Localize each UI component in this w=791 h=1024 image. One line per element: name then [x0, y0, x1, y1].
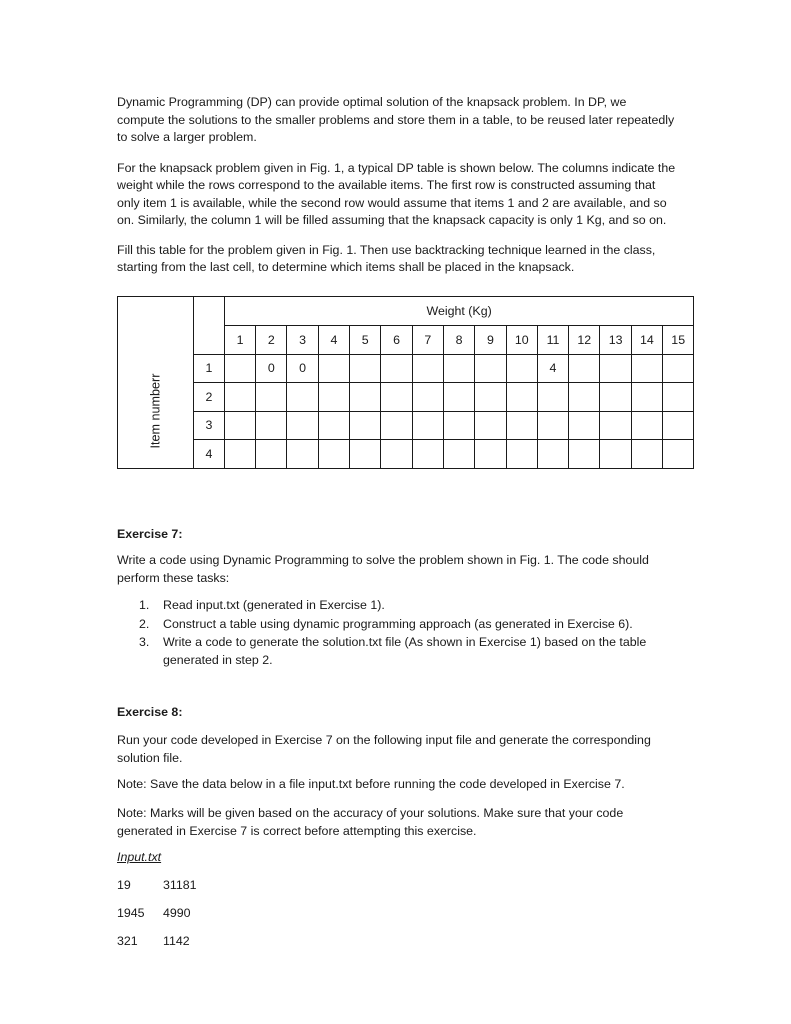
list-item [117, 616, 682, 634]
table-cell[interactable] [318, 354, 349, 383]
column-header: 6 [381, 326, 412, 355]
table-cell[interactable] [663, 354, 694, 383]
table-cell[interactable] [256, 411, 287, 440]
table-cell[interactable] [318, 440, 349, 469]
input-value-b: 4990 [163, 906, 191, 920]
table-cell[interactable] [600, 354, 631, 383]
table-cell[interactable] [600, 383, 631, 412]
table-cell[interactable] [350, 440, 381, 469]
table-corner [193, 297, 224, 326]
list-number: 2. [139, 616, 150, 631]
table-cell[interactable] [224, 411, 255, 440]
column-header: 14 [631, 326, 662, 355]
table-cell[interactable] [475, 383, 506, 412]
table-corner [193, 326, 224, 355]
intro-paragraph-1: Dynamic Programming (DP) can provide optimal solution of the knapsack problem. In DP, we compute the solutions to the smaller problems and store them in a table, to be reused later repeatedly to solve a larger problem. [117, 95, 675, 144]
item-number-label-cell [118, 354, 194, 468]
list-number: 3. [139, 635, 150, 649]
table-cell[interactable] [224, 440, 255, 469]
table-cell[interactable] [350, 383, 381, 412]
table-cell[interactable] [318, 411, 349, 440]
table-cell[interactable] [224, 383, 255, 412]
list-text: Write a code to generate the solution.txt file (As shown in Exercise 1) based on the table generated in step 2. [163, 635, 647, 667]
table-cell[interactable] [318, 383, 349, 412]
table-cell[interactable] [412, 383, 443, 412]
list-text: Construct a table using dynamic programming approach (as generated in Exercise 6). [163, 616, 633, 631]
table-cell[interactable] [631, 440, 662, 469]
table-cell[interactable] [287, 440, 318, 469]
exercise-7-title: Exercise 7: [117, 527, 183, 541]
table-cell[interactable] [287, 383, 318, 412]
table-cell[interactable] [663, 440, 694, 469]
table-cell[interactable] [631, 411, 662, 440]
exercise-8-title: Exercise 8: [117, 705, 183, 719]
column-header-row [118, 326, 694, 355]
table-cell[interactable] [506, 354, 537, 383]
input-row [117, 934, 190, 948]
table-cell[interactable] [412, 354, 443, 383]
table-cell[interactable] [443, 411, 474, 440]
column-header: 13 [600, 326, 631, 355]
table-cell[interactable] [224, 354, 255, 383]
table-cell[interactable] [287, 411, 318, 440]
table-cell[interactable] [569, 354, 600, 383]
exercise-7-steps [117, 597, 682, 670]
table-cell[interactable] [600, 411, 631, 440]
table-cell[interactable] [569, 440, 600, 469]
table-cell[interactable]: 0 [256, 354, 287, 383]
column-header: 1 [224, 326, 255, 355]
table-cell[interactable] [600, 440, 631, 469]
table-cell[interactable]: 4 [537, 354, 568, 383]
table-cell[interactable] [443, 354, 474, 383]
table-cell[interactable] [537, 383, 568, 412]
input-row [117, 878, 197, 892]
note-save-input: Note: Save the data below in a file input.txt before running the code developed in Exercise 7. [117, 777, 625, 791]
table-cell[interactable] [569, 383, 600, 412]
table-cell[interactable] [350, 354, 381, 383]
table-cell[interactable] [475, 354, 506, 383]
table-cell[interactable]: 0 [287, 354, 318, 383]
column-header: 4 [318, 326, 349, 355]
table-cell[interactable] [506, 440, 537, 469]
column-header: 8 [443, 326, 474, 355]
list-item [117, 634, 682, 669]
intro-paragraph-3: Fill this table for the problem given in Fig. 1. Then use backtracking technique learned in the class, starting from the last cell, to determine which items shall be placed in the knapsack. [117, 242, 656, 274]
row-header: 3 [193, 411, 224, 440]
table-cell[interactable] [256, 383, 287, 412]
table-cell[interactable] [537, 411, 568, 440]
column-header: 11 [537, 326, 568, 355]
row-header: 4 [193, 440, 224, 469]
table-row [118, 411, 694, 440]
row-header: 2 [193, 383, 224, 412]
table-cell[interactable] [350, 411, 381, 440]
list-text: Read input.txt (generated in Exercise 1). [163, 598, 385, 612]
input-value-b: 1142 [163, 934, 190, 948]
table-cell[interactable] [381, 354, 412, 383]
table-cell[interactable] [381, 440, 412, 469]
table-cell[interactable] [412, 440, 443, 469]
table-row [118, 354, 694, 383]
table-row [118, 383, 694, 412]
table-cell[interactable] [443, 440, 474, 469]
dp-table [117, 296, 694, 469]
table-cell[interactable] [663, 383, 694, 412]
table-cell[interactable] [631, 383, 662, 412]
table-cell[interactable] [506, 383, 537, 412]
column-header: 9 [475, 326, 506, 355]
table-cell[interactable] [537, 440, 568, 469]
input-value-a: 321 [117, 934, 138, 948]
intro-paragraph-2: For the knapsack problem given in Fig. 1, a typical DP table is shown below. The columns indicate the weight while the rows correspond to the available items. The first row is constructed assuming that only item 1 is available, while the second row would assume that items 1 and 2 are available, and so on. Similarly, the column 1 will be filled assuming that the knapsack capacity is only 1 Kg, and so on. [117, 160, 676, 227]
list-number: 1. [139, 598, 150, 612]
list-item [117, 597, 682, 615]
exercise-7-text: Write a code using Dynamic Programming to solve the problem shown in Fig. 1. The code should perform these tasks: [117, 553, 649, 585]
table-cell[interactable] [256, 440, 287, 469]
column-header: 15 [663, 326, 694, 355]
intro-section [117, 94, 677, 277]
input-value-b: 31181 [163, 878, 197, 892]
table-corner [118, 297, 194, 326]
note-marks: Note: Marks will be given based on the accuracy of your solutions. Make sure that your code generated in Exercise 7 is correct before attempting this exercise. [117, 806, 624, 838]
table-cell[interactable] [381, 383, 412, 412]
column-header: 2 [256, 326, 287, 355]
exercise-8-text: Run your code developed in Exercise 7 on the following input file and generate the corresponding solution file. [117, 733, 651, 765]
table-cell[interactable] [443, 383, 474, 412]
column-header: 5 [350, 326, 381, 355]
column-header: 3 [287, 326, 318, 355]
column-header: 10 [506, 326, 537, 355]
table-cell[interactable] [663, 411, 694, 440]
row-header: 1 [193, 354, 224, 383]
input-value-a: 1945 [117, 906, 145, 920]
input-value-a: 19 [117, 878, 131, 892]
table-cell[interactable] [506, 411, 537, 440]
column-header: 7 [412, 326, 443, 355]
item-number-label: Item numberr [148, 373, 163, 449]
table-cell[interactable] [381, 411, 412, 440]
table-corner [118, 326, 194, 355]
table-cell[interactable] [412, 411, 443, 440]
table-row [118, 440, 694, 469]
weight-header: Weight (Kg) [224, 297, 693, 326]
table-cell[interactable] [475, 411, 506, 440]
input-file-label: Input.txt [117, 850, 162, 864]
table-cell[interactable] [631, 354, 662, 383]
input-row [117, 906, 191, 920]
column-header: 12 [569, 326, 600, 355]
table-cell[interactable] [569, 411, 600, 440]
table-cell[interactable] [475, 440, 506, 469]
